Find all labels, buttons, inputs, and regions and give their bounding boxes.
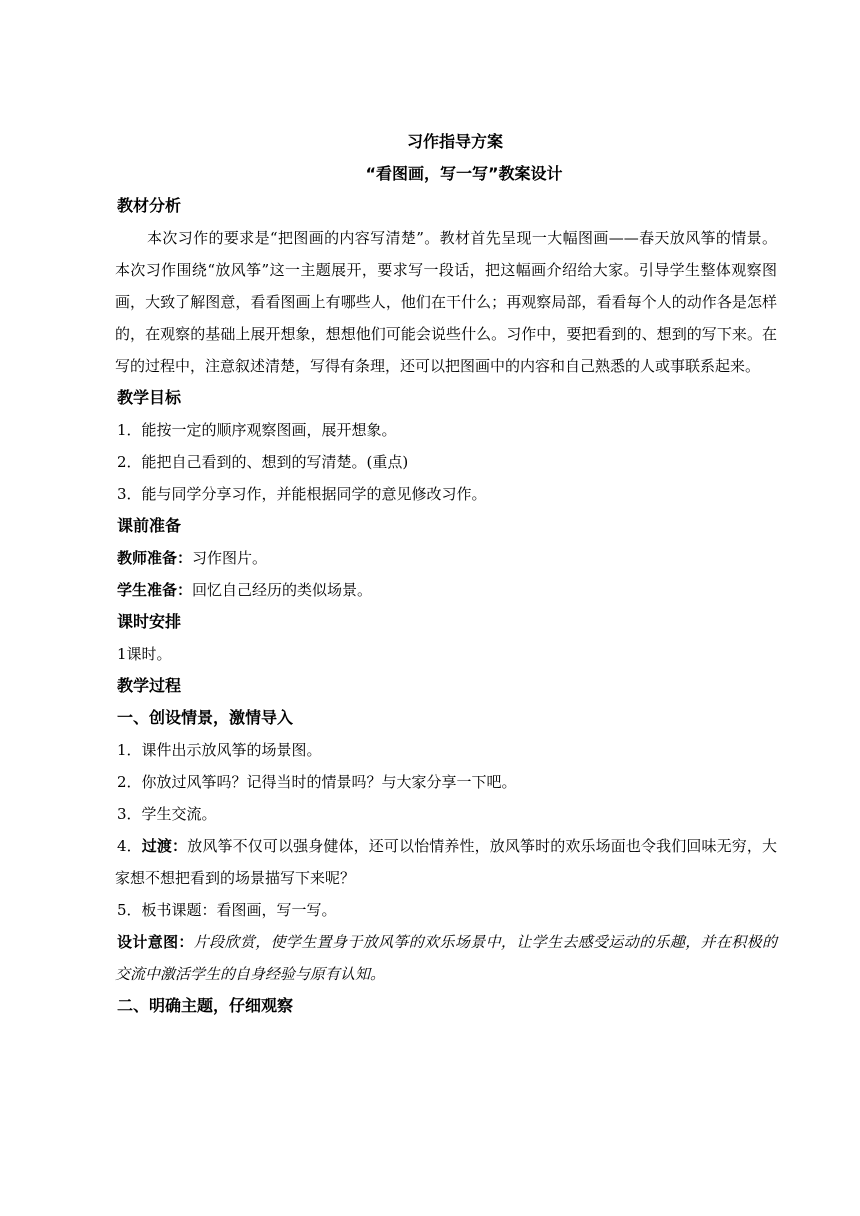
- section-heading-process: 教学过程: [117, 676, 182, 695]
- design-intent: [115, 926, 777, 990]
- part1-item-4: [115, 830, 777, 894]
- student-prep-line: [115, 574, 777, 606]
- student-prep-label: 学生准备：: [117, 581, 193, 599]
- item4-text: 放风筝不仅可以强身健体，还可以怡情养性，放风筝时的欢乐场面也令我们回味无穷，大家想不想把看到的场景描写下来呢？: [115, 837, 777, 887]
- teacher-prep-label: 教师准备：: [117, 549, 193, 567]
- part1-item-2: 2．你放过风筝吗？记得当时的情景吗？与大家分享一下吧。: [117, 773, 517, 791]
- teacher-prep-text: 习作图片。: [192, 549, 268, 567]
- goal-item-3: 3．能与同学分享习作，并能根据同学的意见修改习作。: [117, 485, 487, 503]
- part2-heading: 二、明确主题，仔细观察: [117, 996, 294, 1015]
- item4-label: 过渡：: [141, 837, 188, 855]
- goal-item-1: 1．能按一定的顺序观察图画，展开想象。: [117, 421, 397, 439]
- material-analysis-paragraph: 本次习作的要求是“把图画的内容写清楚”。教材首先呈现一大幅图画——春天放风筝的情景。本次习作围绕“放风筝”这一主题展开，要求写一段话，把这幅画介绍给大家。引导学生整体观察图画，大致了解图意，看看图画上有哪些人，他们在干什么；再观察局部，看看每个人的动作各是怎样的，在观察的基础上展开想象，想想他们可能会说些什么。习作中，要把看到的、想到的写下来。在写的过程中，注意叙述清楚，写得有条理，还可以把图画中的内容和自己熟悉的人或事联系起来。: [115, 229, 777, 375]
- schedule-text: 1课时。: [117, 645, 172, 663]
- part1-item-3: 3．学生交流。: [117, 805, 217, 823]
- section-heading-prep: 课前准备: [117, 516, 182, 535]
- item4-number: 4．: [117, 837, 142, 855]
- part1-item-5: 5．板书课题：看图画，写一写。: [117, 901, 337, 919]
- part1-item-1: 1．课件出示放风筝的场景图。: [117, 741, 322, 759]
- teacher-prep-line: [115, 542, 777, 574]
- part1-heading: 一、创设情景，激情导入: [117, 708, 294, 727]
- document-subtitle: “看图画，写一写”教案设计: [365, 164, 563, 183]
- design-intent-text: 片段欣赏，使学生置身于放风筝的欢乐场景中，让学生去感受运动的乐趣，并在积极的交流中激活学生的自身经验与原有认知。: [115, 933, 777, 983]
- document-title: 习作指导方案: [406, 132, 503, 151]
- section-heading-goals: 教学目标: [117, 388, 182, 407]
- document-body: [115, 126, 777, 1022]
- design-intent-label: 设计意图：: [117, 933, 194, 951]
- section-heading-material: 教材分析: [117, 196, 182, 215]
- student-prep-text: 回忆自己经历的类似场景。: [192, 581, 373, 599]
- section-heading-schedule: 课时安排: [117, 612, 182, 631]
- goal-item-2: 2．能把自己看到的、想到的写清楚。(重点): [117, 453, 409, 471]
